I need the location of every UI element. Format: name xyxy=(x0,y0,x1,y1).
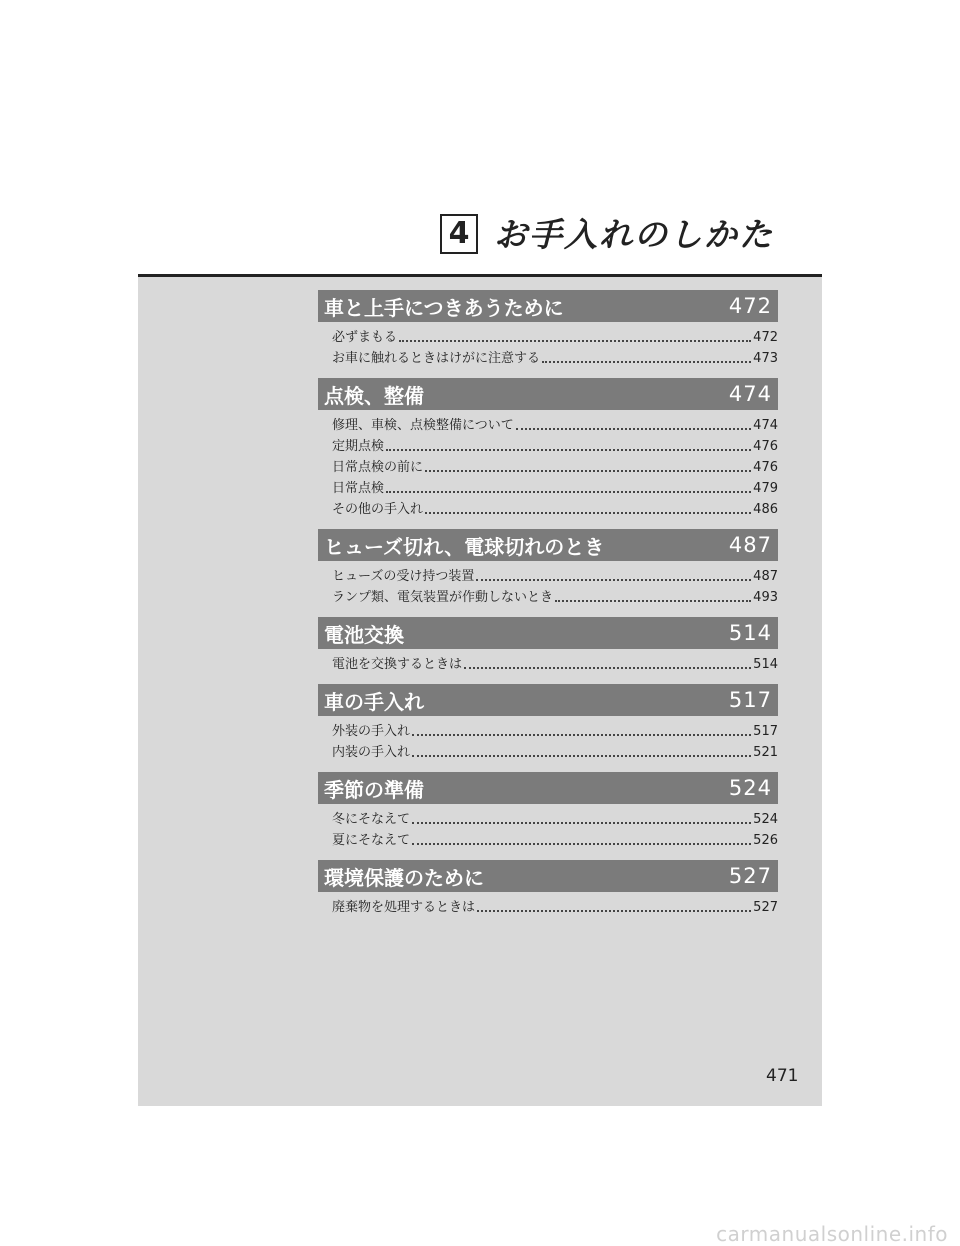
toc-item-page: 524 xyxy=(753,812,778,827)
leader-dots xyxy=(386,491,751,493)
toc-item-label: 冬にそなえて xyxy=(332,812,411,827)
toc-item[interactable] xyxy=(318,807,778,828)
section-page: 524 xyxy=(728,776,772,800)
leader-dots xyxy=(412,843,751,845)
section-heading[interactable] xyxy=(318,860,778,892)
section-title: 環境保護のために xyxy=(324,865,484,890)
toc-item[interactable] xyxy=(318,740,778,761)
section-heading[interactable] xyxy=(318,617,778,649)
section-page: 487 xyxy=(728,533,772,557)
toc-item-label: 廃棄物を処理するときは xyxy=(332,900,476,915)
leader-dots xyxy=(412,755,751,757)
toc-item-label: 日常点検の前に xyxy=(332,460,424,475)
toc-item-page: 479 xyxy=(753,481,778,496)
toc-section-care xyxy=(318,290,778,367)
toc-item-label: お車に触れるときはけがに注意する xyxy=(332,351,541,366)
leader-dots xyxy=(386,449,751,451)
section-page: 514 xyxy=(728,621,772,645)
toc-item[interactable] xyxy=(318,828,778,849)
toc-item-page: 493 xyxy=(753,590,778,605)
section-page: 474 xyxy=(728,382,772,406)
toc-item-label: 日常点検 xyxy=(332,481,385,496)
section-title: 点検、整備 xyxy=(324,383,424,408)
toc-section-inspection xyxy=(318,378,778,518)
toc-item-page: 476 xyxy=(753,439,778,454)
toc-item-label: 内装の手入れ xyxy=(332,745,411,760)
toc-item-page: 486 xyxy=(753,502,778,517)
toc-section-battery xyxy=(318,617,778,673)
toc-item-page: 514 xyxy=(753,657,778,672)
section-heading[interactable] xyxy=(318,290,778,322)
toc-section-car-care xyxy=(318,684,778,761)
toc-item[interactable] xyxy=(318,346,778,367)
toc-item-page: 527 xyxy=(753,900,778,915)
toc-item-label: その他の手入れ xyxy=(332,502,424,517)
section-title: 季節の準備 xyxy=(324,777,424,802)
section-title: 車の手入れ xyxy=(324,689,424,714)
toc-item[interactable] xyxy=(318,497,778,518)
toc-item-label: ヒューズの受け持つ装置 xyxy=(332,569,475,584)
toc-item-page: 517 xyxy=(753,724,778,739)
leader-dots xyxy=(555,600,751,602)
section-title: 電池交換 xyxy=(324,622,404,647)
leader-dots xyxy=(464,667,751,669)
section-title: 車と上手につきあうために xyxy=(324,295,564,320)
toc-item[interactable] xyxy=(318,413,778,434)
leader-dots xyxy=(477,910,751,912)
section-heading[interactable] xyxy=(318,529,778,561)
toc-item[interactable] xyxy=(318,652,778,673)
toc-item[interactable] xyxy=(318,476,778,497)
section-page: 517 xyxy=(728,688,772,712)
leader-dots xyxy=(542,361,751,363)
watermark: carmanualsonline.info xyxy=(716,1222,948,1246)
leader-dots xyxy=(412,822,751,824)
section-heading[interactable] xyxy=(318,772,778,804)
section-heading[interactable] xyxy=(318,378,778,410)
toc-item-page: 472 xyxy=(753,330,778,345)
toc-section-seasonal xyxy=(318,772,778,849)
toc-item-page: 521 xyxy=(753,745,778,760)
toc-item-label: 定期点検 xyxy=(332,439,385,454)
leader-dots xyxy=(476,579,751,581)
toc-item-label: ランプ類、電気装置が作動しないとき xyxy=(332,590,554,605)
toc-item[interactable] xyxy=(318,585,778,606)
toc-item-label: 夏にそなえて xyxy=(332,833,411,848)
toc-item[interactable] xyxy=(318,895,778,916)
toc-item[interactable] xyxy=(318,455,778,476)
section-page: 527 xyxy=(728,864,772,888)
section-title: ヒューズ切れ、電球切れのとき xyxy=(324,534,605,559)
toc-item[interactable] xyxy=(318,434,778,455)
toc-item-page: 474 xyxy=(753,418,778,433)
toc-item-label: 修理、車検、点検整備について xyxy=(332,418,514,433)
leader-dots xyxy=(412,734,751,736)
toc-item-label: 電池を交換するときは xyxy=(332,657,463,672)
toc-item-page: 473 xyxy=(753,351,778,366)
toc-item-page: 476 xyxy=(753,460,778,475)
toc-item[interactable] xyxy=(318,564,778,585)
leader-dots xyxy=(425,512,751,514)
toc-item[interactable] xyxy=(318,325,778,346)
leader-dots xyxy=(516,428,751,430)
toc-item-label: 外装の手入れ xyxy=(332,724,411,739)
toc-section-environment xyxy=(318,860,778,916)
section-page: 472 xyxy=(728,294,772,318)
chapter-number-box: 4 xyxy=(440,214,478,254)
chapter-title-text: お手入れのしかた xyxy=(494,214,774,254)
toc-section-fuses xyxy=(318,529,778,606)
toc-item-page: 526 xyxy=(753,833,778,848)
page-number: 471 xyxy=(766,1066,799,1086)
toc-item[interactable] xyxy=(318,719,778,740)
table-of-contents xyxy=(318,290,778,927)
section-heading[interactable] xyxy=(318,684,778,716)
leader-dots xyxy=(425,470,751,472)
toc-item-page: 487 xyxy=(753,569,778,584)
chapter-title xyxy=(440,210,774,258)
leader-dots xyxy=(399,340,751,342)
toc-item-label: 必ずまもる xyxy=(332,330,398,345)
